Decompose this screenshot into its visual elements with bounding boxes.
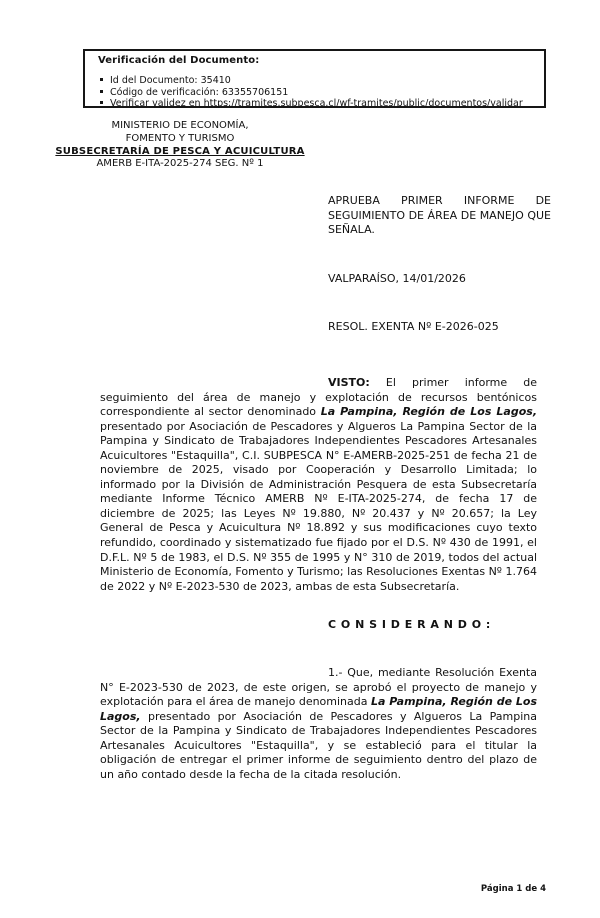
visto-label: VISTO: [328, 376, 370, 389]
considerando-paragraph-1 [100, 666, 537, 782]
place-and-date: VALPARAÍSO, 14/01/2026 [328, 272, 466, 285]
bullet-icon [100, 90, 103, 93]
visto-area-name: La Pampina, Región de Los Lagos, [320, 405, 537, 419]
amerb-reference-line: AMERB E-ITA-2025-274 SEG. Nº 1 [96, 158, 264, 170]
verification-title: Verificación del Documento: [98, 55, 260, 66]
considerando-heading: C O N S I D E R A N D O : [328, 618, 491, 631]
page-number: Página 1 de 4 [480, 884, 546, 894]
subsecretaria-line: SUBSECRETARÍA DE PESCA Y ACUICULTURA [55, 145, 305, 157]
considerando-1-text-1: 1.- Que, mediante Resolución Exenta N° E-2023-530 de 2023, de este origen, se aprobó el proyecto de manejo y explotación para el área de manejo denominada [100, 666, 537, 709]
bullet-icon [100, 78, 103, 81]
verification-item-text: Código de verificación: 63355706151 [110, 86, 289, 98]
verification-item-url [99, 98, 539, 110]
resolution-subject: APRUEBA PRIMER INFORME DE SEGUIMIENTO DE ÁREA DE MANEJO QUE SEÑALA. [328, 194, 551, 236]
ministry-line-2: FOMENTO Y TURISMO [125, 132, 235, 144]
visto-paragraph [100, 376, 537, 594]
visto-text-2: presentado por Asociación de Pescadores y Algueros La Pampina Sector de la Pampina y Sindicato de Trabajadores Independientes Pescadores Artesanales Acuicultores "Estaquilla", C.I. SUBPESCA N° E-AMERB-2025-251 de fecha 21 de noviembre de 2025, visado por Cooperación y Desarrollo Limitada; lo informado por la División de Administración Pesquera de esta Subsecretaría mediante Informe Técnico AMERB Nº E-ITA-2025-274, de fecha 17 de diciembre de 2025; las Leyes Nº 19.880, Nº 20.437 y Nº 20.657; la Ley General de Pesca y Acuicultura Nº 18.892 y sus modificaciones cuyo texto refundido, coordinado y sistematizado fue fijado por el D.S. Nº 430 de 1991, el D.F.L. Nº 5 de 1983, el D.S. Nº 355 de 1995 y N° 310 de 2019, todos del actual Ministerio de Economía, Fomento y Turismo; las Resoluciones Exentas Nº 1.764 de 2022 y Nº E-2023-530 de 2023, ambas de esta Subsecretaría. [100, 419, 537, 593]
verification-item-code [99, 87, 539, 99]
ministry-line-1: MINISTERIO DE ECONOMÍA, [111, 120, 249, 131]
verification-item-text: Id del Documento: 35410 [110, 75, 231, 86]
verification-url-text: Verificar validez en https://tramites.subpesca.cl/wf-tramites/public/documentos/validar [110, 98, 523, 109]
verification-list [99, 75, 539, 110]
visto-text-1: El primer informe de seguimiento del área de manejo y explotación de recursos bentónicos correspondiente al sector denominado [100, 376, 537, 419]
considerando-1-text-2: presentado por Asociación de Pescadores y Algueros La Pampina Sector de la Pampina y Sindicato de Trabajadores Independientes Pescadores Artesanales Acuicultores "Estaquilla", y se estableció para el titular la obligación de entregar el primer informe de seguimiento dentro del plazo de un año contado desde la fecha de la citada resolución. [100, 709, 537, 781]
considerando-1-area-name: La Pampina, Región de Los Lagos, [100, 695, 538, 723]
resolution-number: RESOL. EXENTA Nº E-2026-025 [328, 320, 499, 333]
verification-box [83, 49, 546, 108]
verification-item-doc-id [99, 75, 539, 87]
letterhead [30, 120, 330, 171]
bullet-icon [100, 101, 103, 104]
